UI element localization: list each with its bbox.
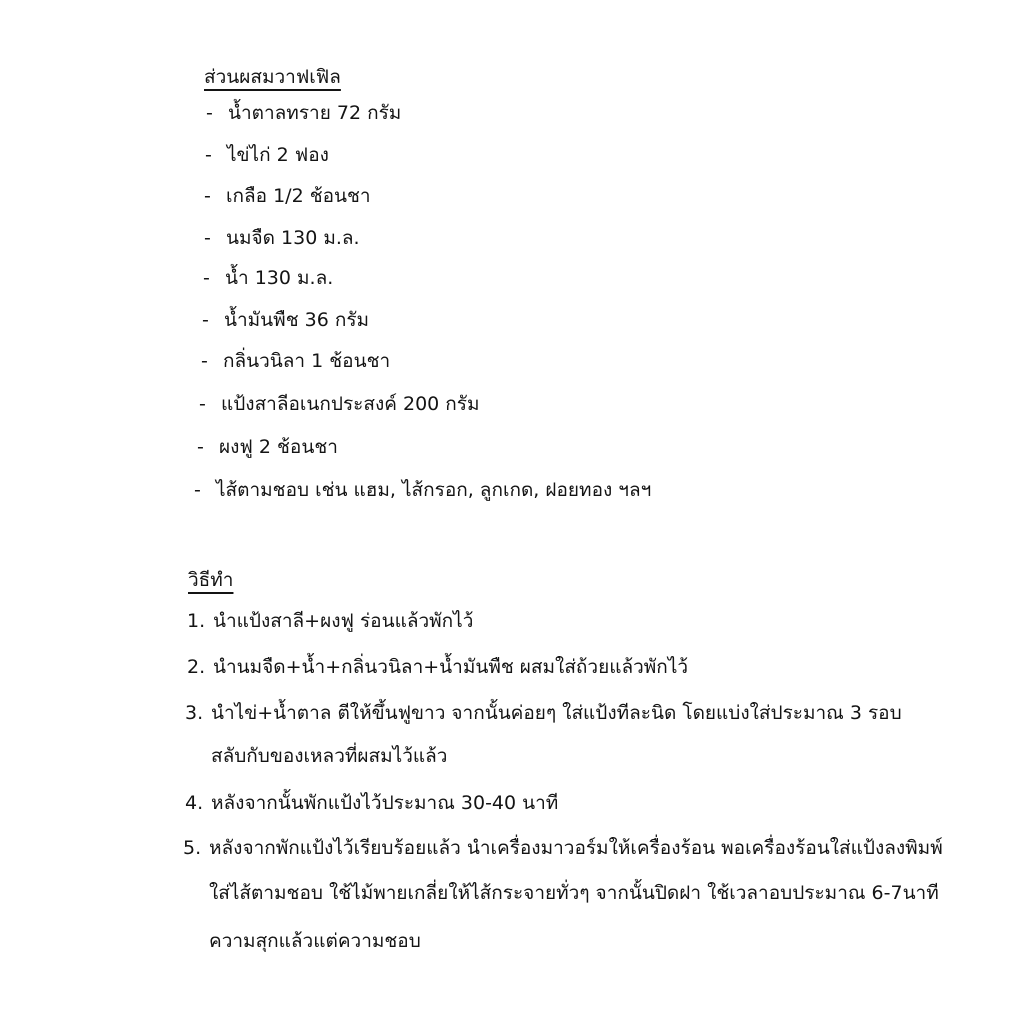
- method-step-continuation: สลับกับของเหลวที่ผสมไว้แล้ว: [211, 745, 448, 767]
- method-step: 1. นำแป้งสาลี+ผงฟู ร่อนแล้วพักไว้: [187, 610, 474, 632]
- ingredient-item: - น้ำตาลทราย 72 กรัม: [206, 102, 402, 124]
- method-heading: วิธีทำ: [188, 569, 234, 591]
- method-step: 2. นำนมจืด+น้ำ+กลิ่นวนิลา+น้ำมันพืช ผสมใส่ถ้วยแล้วพักไว้: [187, 656, 689, 678]
- method-step-continuation: ใส่ไส้ตามชอบ ใช้ไม้พายเกลี่ยให้ไส้กระจายทั่วๆ จากนั้นปิดฝา ใช้เวลาอบประมาณ 6-7นาที: [209, 882, 939, 904]
- ingredient-item: - ไส้ตามชอบ เช่น แฮม, ไส้กรอก, ลูกเกด, ฝอยทอง ฯลฯ: [194, 479, 652, 501]
- ingredients-heading: ส่วนผสมวาฟเฟิล: [204, 66, 341, 88]
- ingredient-item: - แป้งสาลีอเนกประสงค์ 200 กรัม: [199, 393, 480, 415]
- method-step-continuation: ความสุกแล้วแต่ความชอบ: [209, 930, 421, 952]
- method-step: 3. นำไข่+น้ำตาล ตีให้ขึ้นฟูขาว จากนั้นค่อยๆ ใส่แป้งทีละนิด โดยแบ่งใส่ประมาณ 3 รอบ: [185, 702, 902, 724]
- ingredient-item: - น้ำ 130 ม.ล.: [203, 267, 334, 289]
- method-step: 4. หลังจากนั้นพักแป้งไว้ประมาณ 30-40 นาที: [185, 792, 559, 814]
- ingredient-item: - เกลือ 1/2 ช้อนชา: [204, 185, 371, 207]
- ingredient-item: - กลิ่นวนิลา 1 ช้อนชา: [201, 350, 391, 372]
- ingredient-item: - นมจืด 130 ม.ล.: [204, 227, 360, 249]
- ingredient-item: - ไข่ไก่ 2 ฟอง: [205, 144, 329, 166]
- ingredient-item: - ผงฟู 2 ช้อนชา: [197, 436, 338, 458]
- ingredient-item: - น้ำมันพืช 36 กรัม: [202, 309, 370, 331]
- method-step: 5. หลังจากพักแป้งไว้เรียบร้อยแล้ว นำเครื่องมาวอร์มให้เครื่องร้อน พอเครื่องร้อนใส่แป้งลงพิมพ์: [183, 837, 943, 859]
